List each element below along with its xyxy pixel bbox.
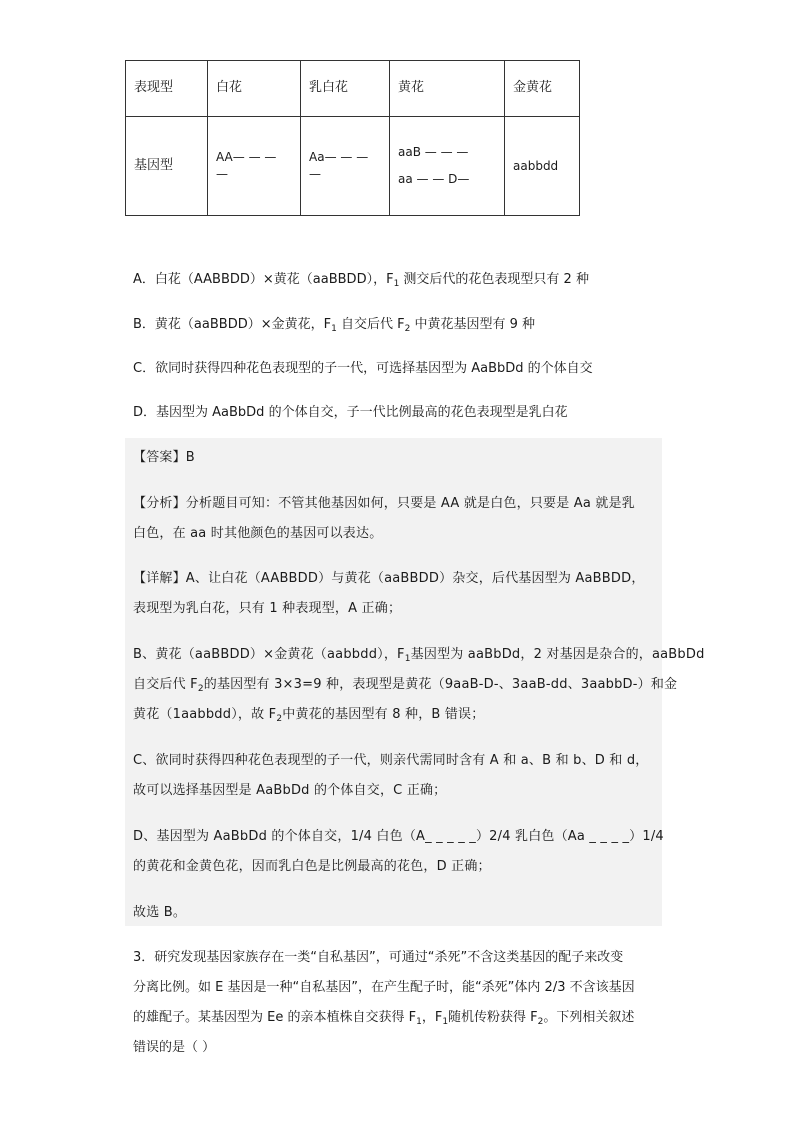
option-b-text: B．黄花（aaBBDD）×金黄花，F: [133, 317, 332, 332]
genotype-table: [125, 60, 580, 216]
detail-b1-text-end: 基因型为 aaBbDd，2 对基因是杂合的，aaBbDd: [410, 647, 705, 662]
table-header-row: [126, 61, 580, 117]
table-row-label: 基因型: [126, 117, 208, 216]
q3-line3-sub2: 1: [442, 1017, 449, 1027]
table-header-milky: 乳白花: [301, 61, 390, 117]
option-b-sub2: 2: [404, 324, 411, 334]
q3-line3-sub3: 2: [537, 1017, 544, 1027]
white-genotype-line1: AA— — —: [216, 150, 277, 165]
detail-d-line-1: D、基因型为 AaBbDd 的个体自交，1/4 白色（A_ _ _ _ _）2/4 乳白色（Aa _ _ _ _）1/4: [133, 829, 664, 844]
detail-b1-sub: 1: [404, 654, 411, 664]
milky-genotype-line1: Aa— — —: [309, 150, 369, 165]
question3-line-4: 错误的是（ ）: [133, 1040, 216, 1055]
detail-b-line-2: [133, 673, 677, 694]
option-a-text-end: 测交后代的花色表现型只有 2 种: [399, 272, 589, 287]
option-a-text: A．白花（AABBDD）×黄花（aaBBDD），F: [133, 272, 394, 287]
detail-b-line-3: [133, 703, 484, 724]
detail-b3-sub: 2: [276, 714, 283, 724]
detail-b2-sub: 2: [197, 684, 204, 694]
yellow-genotype-line1: aaB — — —: [398, 145, 469, 160]
answer-line: 【答案】B: [133, 450, 195, 465]
detail-b-line-1: [133, 643, 705, 664]
detail-b3-text: 黄花（1aabbdd），故 F: [133, 707, 277, 722]
q3-line3-text-mid: ，F: [421, 1010, 443, 1025]
detail-b2-text: 自交后代 F: [133, 677, 198, 692]
q3-line3-sub1: 1: [416, 1017, 422, 1027]
cell-yellow-genotype: [390, 117, 505, 216]
q3-line3-text-end: 。下列相关叙述: [543, 1010, 635, 1025]
white-genotype-line2: —: [216, 167, 228, 181]
detail-b1-text: B、黄花（aaBBDD）×金黄花（aabbdd），F: [133, 647, 405, 662]
table-header-white: 白花: [208, 61, 301, 117]
detail-c-line-2: 故可以选择基因型是 AaBbDd 的个体自交，C 正确；: [133, 783, 447, 798]
table-header-phenotype: 表现型: [126, 61, 208, 117]
option-c: C．欲同时获得四种花色表现型的子一代，可选择基因型为 AaBbDd 的个体自交: [133, 361, 593, 376]
table-header-yellow: 黄花: [390, 61, 505, 117]
option-b: [133, 313, 535, 334]
detail-b3-text-end: 中黄花的基因型有 8 种，B 错误；: [282, 707, 485, 722]
option-b-text-end: 中黄花基因型有 9 种: [410, 317, 535, 332]
table-header-gold: 金黄花: [505, 61, 580, 117]
yellow-genotype-line2: aa — — D—: [398, 172, 470, 186]
question3-line-3: [133, 1006, 634, 1027]
option-d: D．基因型为 AaBbDd 的个体自交，子一代比例最高的花色表现型是乳白花: [133, 405, 568, 420]
cell-white-genotype: [208, 117, 301, 216]
detail-c-line-1: C、欲同时获得四种花色表现型的子一代，则亲代需同时含有 A 和 a、B 和 b、D 和 d，: [133, 753, 649, 768]
question3-line-2: 分离比例。如 E 基因是一种“自私基因”，在产生配子时，能“杀死”体内 2/3 不含该基因: [133, 980, 635, 995]
question3-line-1: 3．研究发现基因家族存在一类“自私基因”，可通过“杀死”不含这类基因的配子来改变: [133, 950, 624, 965]
option-b-sub1: 1: [331, 324, 337, 334]
q3-line3-text: 的雄配子。某基因型为 Ee 的亲本植株自交获得 F: [133, 1010, 417, 1025]
detail-d-line-2: 的黄花和金黄色花，因而乳白色是比例最高的花色，D 正确；: [133, 859, 491, 874]
analysis-line-2: 白色，在 aa 时其他颜色的基因可以表达。: [133, 526, 383, 541]
option-b-text-mid: 自交后代 F: [336, 317, 405, 332]
analysis-line-1: 【分析】分析题目可知：不管其他基因如何，只要是 AA 就是白色，只要是 Aa 就是乳: [133, 496, 635, 511]
option-a-sub: 1: [393, 279, 400, 289]
final-choice: 故选 B。: [133, 905, 187, 920]
detail-line-2: 表现型为乳白花，只有 1 种表现型，A 正确；: [133, 601, 402, 616]
detail-b2-text-end: 的基因型有 3×3=9 种，表现型是黄花（9aaB-D-、3aaB-dd、3aabbD-）和金: [203, 677, 678, 692]
table-genotype-row: [126, 117, 580, 216]
q3-line3-text-mid2: 随机传粉获得 F: [448, 1010, 538, 1025]
cell-gold-genotype: aabbdd: [505, 117, 580, 216]
option-a: [133, 268, 589, 289]
detail-line-1: 【详解】A、让白花（AABBDD）与黄花（aaBBDD）杂交，后代基因型为 AaBBDD，: [133, 571, 645, 586]
cell-milky-genotype: [301, 117, 390, 216]
milky-genotype-line2: —: [309, 167, 321, 181]
